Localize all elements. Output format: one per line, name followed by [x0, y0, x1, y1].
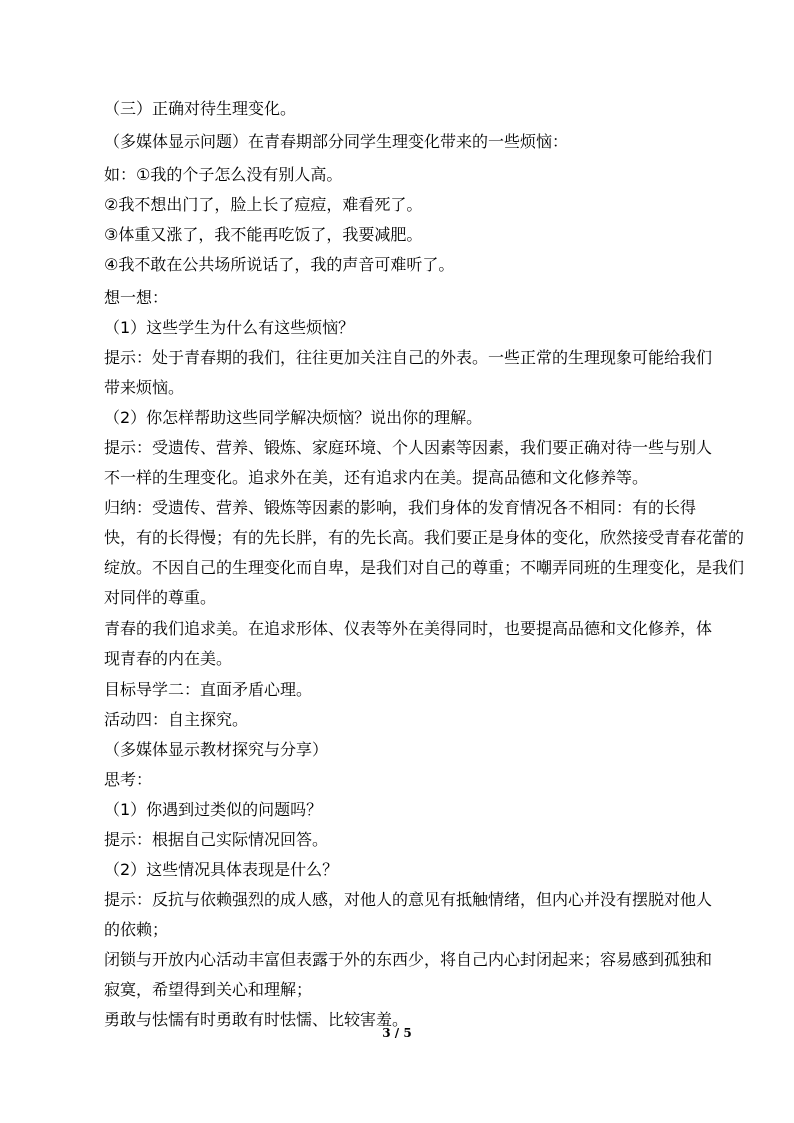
paragraph-line: （多媒体显示问题）在青春期部分同学生理变化带来的一些烦恼： — [104, 132, 569, 151]
paragraph-line: 的依赖； — [104, 920, 169, 939]
paragraph-line: 不一样的生理变化。追求外在美，还有追求内在美。提高品德和文化修养等。 — [104, 468, 649, 487]
paragraph-line: 归纳：受遗传、营养、锻炼等因素的影响，我们身体的发育情况各不相同：有的长得 — [104, 498, 697, 517]
paragraph-line: 寂寞，希望得到关心和理解； — [104, 980, 313, 999]
paragraph-line: 想一想： — [104, 288, 169, 307]
paragraph-line: 思考： — [104, 770, 153, 789]
paragraph-line: 闭锁与开放内心活动丰富但表露于外的东西少，将自己内心封闭起来；容易感到孤独和 — [104, 950, 713, 969]
paragraph-line: 提示：根据自己实际情况回答。 — [104, 830, 329, 849]
paragraph-line: 目标导学二：直面矛盾心理。 — [104, 680, 313, 699]
paragraph-line: ③体重又涨了，我不能再吃饭了，我要减肥。 — [104, 225, 423, 244]
paragraph-line: （1）你遇到过类似的问题吗？ — [104, 800, 323, 819]
paragraph-line: （2）这些情况具体表现是什么？ — [104, 860, 339, 879]
paragraph-line: ②我不想出门了，脸上长了痘痘，难看死了。 — [104, 195, 423, 214]
paragraph-line: （1）这些学生为什么有这些烦恼？ — [104, 318, 355, 337]
paragraph-line: （三）正确对待生理变化。 — [104, 99, 297, 118]
paragraph-line: 现青春的内在美。 — [104, 649, 233, 668]
paragraph-line: 提示：反抗与依赖强烈的成人感，对他人的意见有抵触情绪，但内心并没有摆脱对他人 — [104, 890, 713, 909]
paragraph-line: 青春的我们追求美。在追求形体、仪表等外在美得同时，也要提高品德和文化修养，体 — [104, 619, 713, 638]
paragraph-line: 活动四：自主探究。 — [104, 710, 249, 729]
paragraph-line: 带来烦恼。 — [104, 378, 185, 397]
page-number: 3 / 5 — [382, 1026, 412, 1040]
paragraph-line: 快，有的长得慢；有的先长胖，有的先长高。我们要正是身体的变化，欣然接受青春花蕾的 — [104, 528, 745, 547]
paragraph-line: 对同伴的尊重。 — [104, 588, 217, 607]
paragraph-line: 绽放。不因自己的生理变化而自卑，是我们对自己的尊重；不嘲弄同班的生理变化，是我们 — [104, 558, 745, 577]
paragraph-line: （多媒体显示教材探究与分享） — [104, 740, 329, 759]
paragraph-line: 提示：受遗传、营养、锻炼、家庭环境、个人因素等因素，我们要正确对待一些与别人 — [104, 438, 713, 457]
paragraph-line: 如：①我的个子怎么没有别人高。 — [104, 165, 343, 184]
paragraph-line: 勇敢与怯懦有时勇敢有时怯懦、比较害羞。 — [104, 1010, 409, 1029]
paragraph-line: （2）你怎样帮助这些同学解决烦恼？说出你的理解。 — [104, 408, 483, 427]
paragraph-line: 提示：处于青春期的我们，往往更加关注自己的外表。一些正常的生理现象可能给我们 — [104, 348, 713, 367]
paragraph-line: ④我不敢在公共场所说话了，我的声音可难听了。 — [104, 255, 455, 274]
